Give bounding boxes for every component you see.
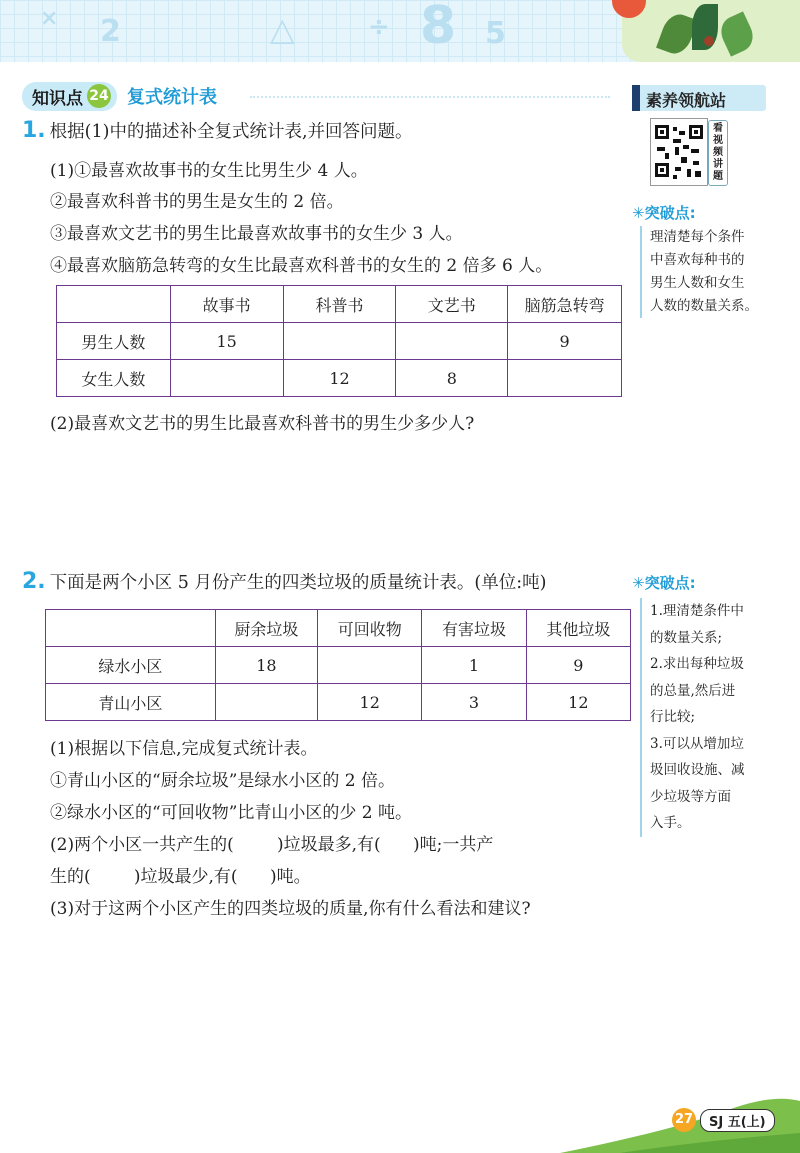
table-cell-blank[interactable]: [215, 684, 317, 721]
knowledge-point-title: 复式统计表: [127, 87, 217, 108]
table-header: 可回收物: [318, 610, 422, 647]
table-header: 故事书: [170, 286, 283, 323]
tip-line: 中喜欢每种书的: [650, 252, 745, 268]
table-cell: [46, 610, 216, 647]
table-header-row: [46, 610, 631, 647]
q1-condition: ③最喜欢文艺书的男生比最喜欢故事书的女生少 3 人。: [50, 224, 463, 244]
tip-line: 1.理清楚条件中: [650, 603, 744, 619]
sidebar-title-bar: [632, 85, 640, 111]
q2-answer-area[interactable]: [50, 930, 620, 1090]
row-label: 绿水小区: [46, 647, 216, 684]
tips-2-box: [640, 598, 780, 837]
tip-line: 男生人数和女生: [650, 275, 745, 291]
qr-code-icon: [651, 119, 707, 185]
tips-1-box: [640, 226, 780, 318]
table-cell: 18: [215, 647, 317, 684]
leaf-decoration: [622, 0, 800, 62]
q2-line: (2)两个小区一共产生的( )垃圾最多,有( )吨;一共产: [50, 835, 494, 855]
q2-table: [45, 609, 631, 721]
table-cell: 9: [526, 647, 630, 684]
q2-line: (3)对于这两个小区产生的四类垃圾的质量,你有什么看法和建议?: [50, 899, 531, 919]
q2-line: 生的( )垃圾最少,有( )吨。: [50, 867, 311, 887]
table-header: 厨余垃圾: [215, 610, 317, 647]
question-2-stem: [22, 566, 546, 599]
table-cell: 12: [283, 360, 396, 397]
table-row: [46, 684, 631, 721]
table-row: [46, 647, 631, 684]
tip-line: 入手。: [650, 815, 691, 831]
tip-line: 人数的数量关系。: [650, 298, 758, 314]
table-cell: 9: [508, 323, 622, 360]
q1-answer-area[interactable]: [50, 440, 620, 560]
q1-table: [56, 285, 622, 397]
table-row: [57, 323, 622, 360]
table-cell: 1: [422, 647, 526, 684]
qr-code[interactable]: [650, 118, 708, 186]
table-cell: 12: [318, 684, 422, 721]
table-row: [57, 360, 622, 397]
deco-glyph: △: [270, 10, 295, 48]
table-cell-blank[interactable]: [283, 323, 396, 360]
table-cell: 3: [422, 684, 526, 721]
question-1-stem: [22, 115, 413, 148]
tip-line: 圾回收设施、减: [650, 762, 745, 778]
table-cell-blank[interactable]: [508, 360, 622, 397]
q1-condition: ②最喜欢科普书的男生是女生的 2 倍。: [50, 192, 344, 212]
tip-line: 行比较;: [650, 709, 696, 725]
page-number: 27: [672, 1108, 696, 1132]
deco-glyph: ÷: [368, 12, 390, 42]
tip-line: 的数量关系;: [650, 629, 723, 646]
table-header-row: [57, 286, 622, 323]
question-text: 根据(1)中的描述补全复式统计表,并回答问题。: [49, 122, 413, 142]
qr-label: 看视频讲题: [708, 120, 728, 186]
q2-line: (1)根据以下信息,完成复式统计表。: [50, 739, 318, 759]
table-cell-blank[interactable]: [396, 323, 508, 360]
tip-line: 3.可以从增加垃: [650, 735, 744, 752]
q1-condition: (1)①最喜欢故事书的女生比男生少 4 人。: [50, 161, 368, 181]
q2-line: ②绿水小区的“可回收物”比青山小区的少 2 吨。: [50, 803, 413, 823]
question-text: 下面是两个小区 5 月份产生的四类垃圾的质量统计表。(单位:吨): [49, 573, 547, 593]
knowledge-point-tag: [22, 82, 117, 111]
knowledge-point-number: 24: [87, 84, 111, 108]
table-cell: 15: [170, 323, 283, 360]
tips-title-text: 突破点:: [644, 574, 696, 592]
table-header: 文艺书: [396, 286, 508, 323]
row-label: 男生人数: [57, 323, 171, 360]
question-number: 2.: [22, 569, 46, 594]
tip-line: 的总量,然后进: [650, 682, 736, 699]
tips-1-title: [632, 202, 696, 223]
table-header: 其他垃圾: [526, 610, 630, 647]
q1-part-2: (2)最喜欢文艺书的男生比最喜欢科普书的男生少多少人?: [50, 414, 475, 434]
table-header: 有害垃圾: [422, 610, 526, 647]
knowledge-point-label: 知识点: [32, 88, 83, 109]
deco-glyph: 5: [485, 16, 506, 51]
sparkle-icon: ✳: [632, 204, 645, 222]
row-label: 女生人数: [57, 360, 171, 397]
q1-condition: ④最喜欢脑筋急转弯的女生比最喜欢科普书的女生的 2 倍多 6 人。: [50, 256, 553, 276]
table-cell-blank[interactable]: [318, 647, 422, 684]
q2-line: ①青山小区的“厨余垃圾”是绿水小区的 2 倍。: [50, 771, 396, 791]
tip-line: 理清楚每个条件: [650, 229, 745, 245]
deco-glyph: 8: [420, 0, 457, 56]
tip-line: 少垃圾等方面: [650, 788, 731, 805]
table-cell: 12: [526, 684, 630, 721]
table-cell: [57, 286, 171, 323]
sparkle-icon: ✳: [632, 574, 645, 592]
question-number: 1.: [22, 118, 46, 143]
table-header: 脑筋急转弯: [508, 286, 622, 323]
table-cell-blank[interactable]: [170, 360, 283, 397]
table-header: 科普书: [283, 286, 396, 323]
divider: [250, 96, 610, 98]
sidebar-title: [632, 85, 766, 111]
deco-glyph: 2: [100, 14, 121, 49]
tips-2-title: [632, 572, 696, 593]
page-indicator: [672, 1108, 775, 1132]
tips-title-text: 突破点:: [644, 204, 696, 222]
knowledge-point-heading: [22, 82, 217, 110]
edition-label: SJ 五(上): [700, 1109, 775, 1132]
deco-glyph: ×: [40, 6, 59, 31]
table-cell: 8: [396, 360, 508, 397]
sidebar-title-text: 素养领航站: [646, 91, 727, 110]
tip-line: 2.求出每种垃圾: [650, 656, 744, 672]
row-label: 青山小区: [46, 684, 216, 721]
